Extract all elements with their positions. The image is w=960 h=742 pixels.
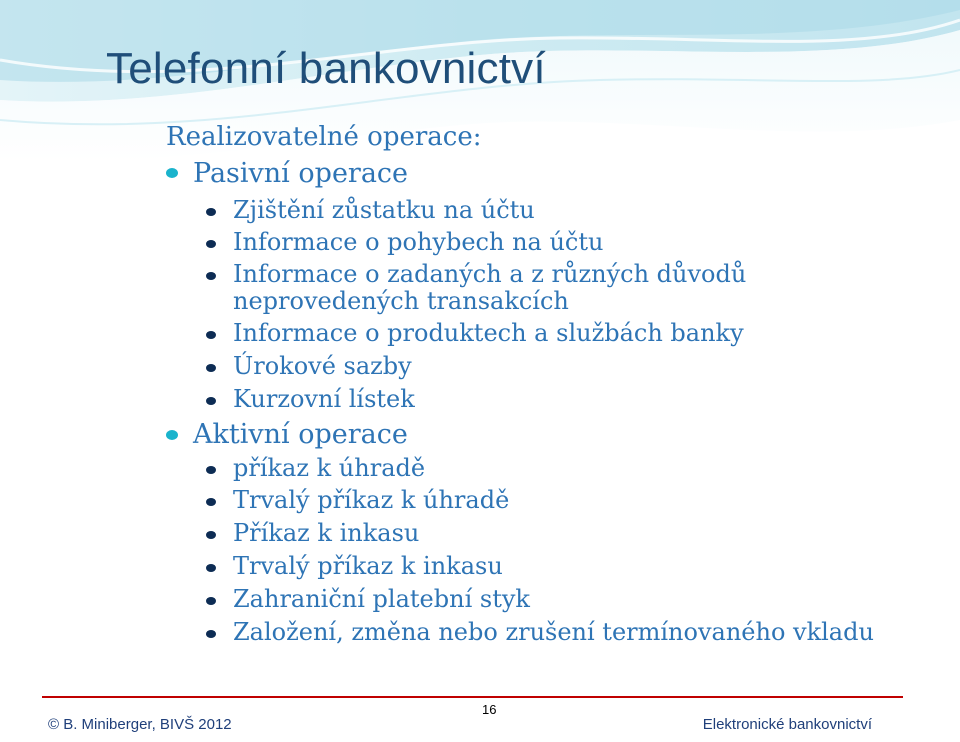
list-item: příkaz k úhradě <box>233 454 426 482</box>
bullet-icon <box>206 272 216 280</box>
bullet-icon <box>206 331 216 339</box>
bullet-icon <box>166 430 178 440</box>
footer-divider <box>42 696 903 698</box>
list-item: Kurzovní lístek <box>233 385 415 413</box>
list-item: Trvalý příkaz k úhradě <box>233 486 510 514</box>
page-number: 16 <box>482 702 497 717</box>
bullet-icon <box>206 597 216 605</box>
bullet-icon <box>206 466 216 474</box>
list-item: Informace o produktech a službách banky <box>233 319 744 347</box>
bullet-icon <box>166 168 178 178</box>
bullet-icon <box>206 564 216 572</box>
list-item-continuation: neprovedených transakcích <box>233 287 569 315</box>
bullet-icon <box>206 208 216 216</box>
list-item: Trvalý příkaz k inkasu <box>233 552 503 580</box>
bullet-icon <box>206 498 216 506</box>
bullet-icon <box>206 531 216 539</box>
footer-course-title: Elektronické bankovnictví <box>702 716 872 733</box>
list-item: Informace o zadaných a z různých důvodů <box>233 260 747 288</box>
footer-copyright: © B. Miniberger, BIVŠ 2012 <box>48 716 232 733</box>
intro-text: Realizovatelné operace: <box>166 122 482 152</box>
list-item: Příkaz k inkasu <box>233 519 420 547</box>
slide-title: Telefonní bankovnictví <box>106 44 546 93</box>
bullet-icon <box>206 630 216 638</box>
bullet-icon <box>206 364 216 372</box>
section-heading-active: Aktivní operace <box>193 419 408 450</box>
bullet-icon <box>206 240 216 248</box>
section-heading-passive: Pasivní operace <box>193 158 409 189</box>
list-item: Založení, změna nebo zrušení termínovaného vkladu <box>233 618 874 646</box>
list-item: Úrokové sazby <box>233 352 412 380</box>
list-item: Zjištění zůstatku na účtu <box>233 196 535 224</box>
list-item: Informace o pohybech na účtu <box>233 228 604 256</box>
list-item: Zahraniční platební styk <box>233 585 530 613</box>
bullet-icon <box>206 397 216 405</box>
